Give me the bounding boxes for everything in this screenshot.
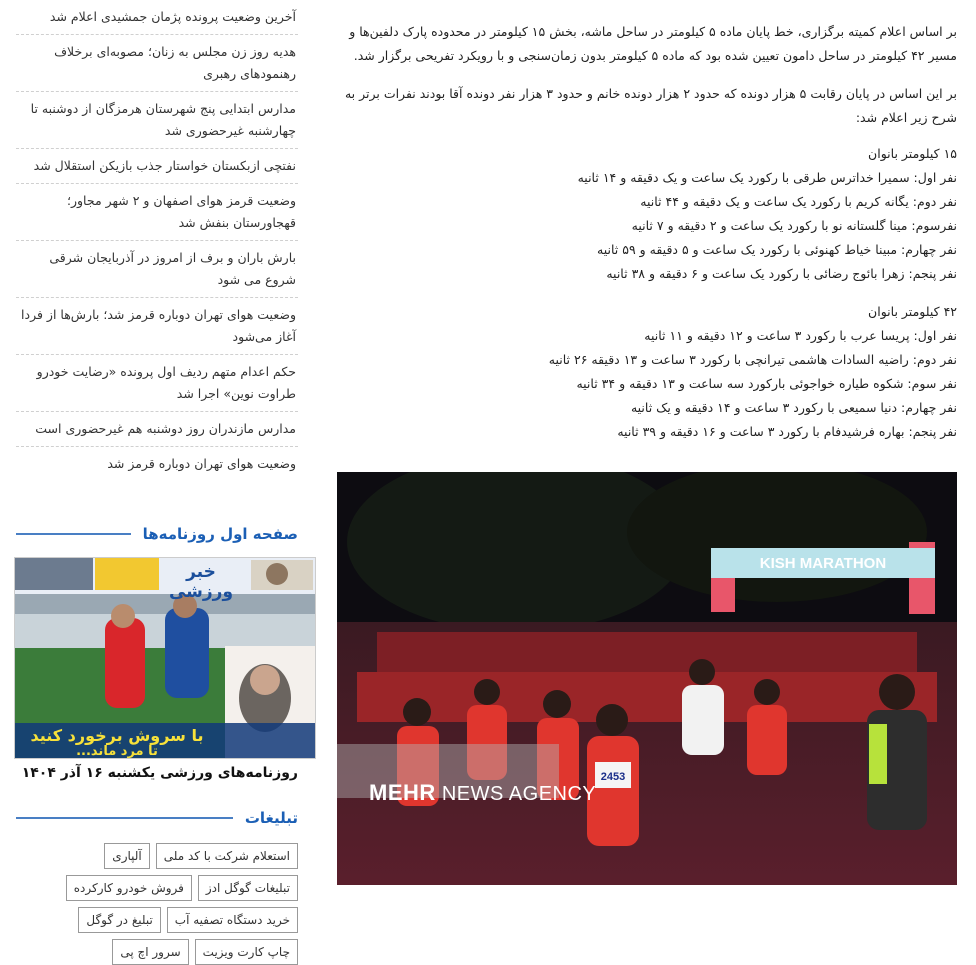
- ad-link[interactable]: سرور اچ پی: [112, 939, 188, 965]
- newspaper-front-page-image[interactable]: [14, 557, 316, 759]
- sidebar: [16, 0, 298, 965]
- marathon-photo-illustration: [337, 472, 957, 885]
- news-item[interactable]: نفتچی ازبکستان خواستار جذب بازیکن استقلال شد: [16, 149, 298, 184]
- result-line: نفر دوم: راضیه السادات هاشمی تیرانچی با رکورد ۳ ساعت و ۱۳ دقیقه ۲۶ ثانیه: [548, 352, 957, 367]
- news-item[interactable]: آخرین وضعیت پرونده پژمان جمشیدی اعلام شد: [16, 0, 298, 35]
- ad-link[interactable]: استعلام شرکت با کد ملی: [156, 843, 298, 869]
- results-heading-15km: ۱۵ کیلومتر بانوان: [868, 146, 957, 161]
- article-body: [337, 0, 957, 444]
- newspapers-section-title[interactable]: صفحه اول روزنامه‌ها: [142, 525, 298, 543]
- watermark-mehr-news: MEHR NEWS AGENCY: [369, 780, 597, 805]
- article-paragraph: بر اساس اعلام کمیته برگزاری، خط پایان ماده ۵ کیلومتر در ساحل ماشه، بخش ۱۵ کیلومتر در محدوده پارک دلفین‌ها و مسیر ۴۲ کیلومتر در ساحل دامون تعیین شده بود که ماده ۵ کیلومتر بدون زمان‌سنجی و با رویکرد تفریحی برگزار شد.: [349, 24, 957, 63]
- result-line: نفر چهارم: دنیا سمیعی با رکورد ۳ ساعت و ۱۴ دقیقه و یک ثانیه: [630, 400, 957, 415]
- news-item[interactable]: مدارس ابتدایی پنج شهرستان هرمزگان از دوشنبه تا چهارشنبه غیرحضوری شد: [16, 92, 298, 149]
- result-line: نفر پنجم: بهاره فرشیدفام با رکورد ۳ ساعت و ۱۶ دقیقه و ۳۹ ثانیه: [617, 424, 957, 439]
- ads-section-title: تبلیغات: [244, 809, 298, 827]
- result-line: نفر سوم: شکوه طیاره خواجوئی بارکورد سه ساعت و ۱۳ دقیقه و ۳۴ ثانیه: [576, 376, 957, 391]
- latest-news-list: [16, 0, 298, 481]
- ad-links: [16, 843, 298, 965]
- ad-link[interactable]: تبلیغات گوگل ادز: [198, 875, 298, 901]
- news-item[interactable]: هدیه روز زن مجلس به زنان؛ مصوبه‌ای برخلاف رهنمودهای رهبری: [16, 35, 298, 92]
- article-paragraph: بر این اساس در پایان رقابت ۵ هزار دونده که حدود ۲ هزار دونده خانم و حدود ۳ هزار نفر دونده آقا بودند نفرات برتر به شرح زیر اعلام شد:: [344, 86, 957, 125]
- newspaper-caption[interactable]: روزنامه‌های ورزشی یکشنبه ۱۶ آذر ۱۴۰۴: [21, 765, 298, 781]
- ad-link[interactable]: تبلیغ در گوگل: [78, 907, 160, 933]
- result-line: نفرسوم: مینا گلستانه نو با رکورد یک ساعت و ۲ دقیقه و ۷ ثانیه: [631, 218, 957, 233]
- news-item[interactable]: وضعیت هوای تهران دوباره قرمز شد: [107, 456, 296, 471]
- result-line: نفر اول: پریسا عرب با رکورد ۳ ساعت و ۱۲ دقیقه و ۱۱ ثانیه: [644, 328, 957, 343]
- finish-arch-banner: KISH MARATHON: [759, 555, 887, 572]
- result-line: نفر اول: سمیرا خداترس طرقی با رکورد یک ساعت و یک دقیقه و ۱۴ ثانیه: [577, 170, 957, 185]
- section-divider: [16, 817, 233, 819]
- results-heading-42km: ۴۲ کیلومتر بانوان: [868, 304, 957, 319]
- ads-section-header: [16, 803, 298, 833]
- newspaper-masthead: خبر ورزشی: [168, 562, 234, 602]
- ad-link[interactable]: چاپ کارت ویزیت: [195, 939, 298, 965]
- news-item[interactable]: وضعیت هوای تهران دوباره قرمز شد؛ بارش‌ها از فردا آغاز می‌شود: [16, 298, 298, 355]
- newspapers-section-header: [16, 519, 298, 549]
- result-line: نفر پنجم: زهرا بائوج رضائی با رکورد یک ساعت و ۶ دقیقه و ۳۸ ثانیه: [606, 266, 957, 281]
- news-item[interactable]: مدارس مازندران روز دوشنبه هم غیرحضوری است: [16, 412, 298, 447]
- newspaper-headline-secondary: تا مرد ماند...: [76, 744, 158, 759]
- newspaper-headline: با سروش برخورد کنید: [30, 726, 204, 745]
- ad-link[interactable]: آلپاری: [104, 843, 149, 869]
- ad-link[interactable]: فروش خودرو کارکرده: [66, 875, 192, 901]
- news-item[interactable]: حکم اعدام متهم ردیف اول پرونده «رضایت خودرو طراوت نوین» اجرا شد: [16, 355, 298, 412]
- news-item[interactable]: بارش باران و برف از امروز در آذربایجان شرقی شروع می شود: [16, 241, 298, 298]
- result-line: نفر چهارم: مبینا خیاط کهنوئی با رکورد یک ساعت و ۵ دقیقه و ۵۹ ثانیه: [597, 242, 957, 257]
- article-photo[interactable]: [337, 472, 957, 885]
- runner-bib-number: 2453: [600, 771, 626, 783]
- ad-link[interactable]: خرید دستگاه تصفیه آب: [167, 907, 298, 933]
- news-item[interactable]: وضعیت قرمز هوای اصفهان و ۲ شهر مجاور؛ قهجاورستان بنفش شد: [16, 184, 298, 241]
- result-line: نفر دوم: یگانه کریم با رکورد یک ساعت و یک دقیقه و ۴۴ ثانیه: [640, 194, 957, 209]
- section-divider: [16, 533, 131, 535]
